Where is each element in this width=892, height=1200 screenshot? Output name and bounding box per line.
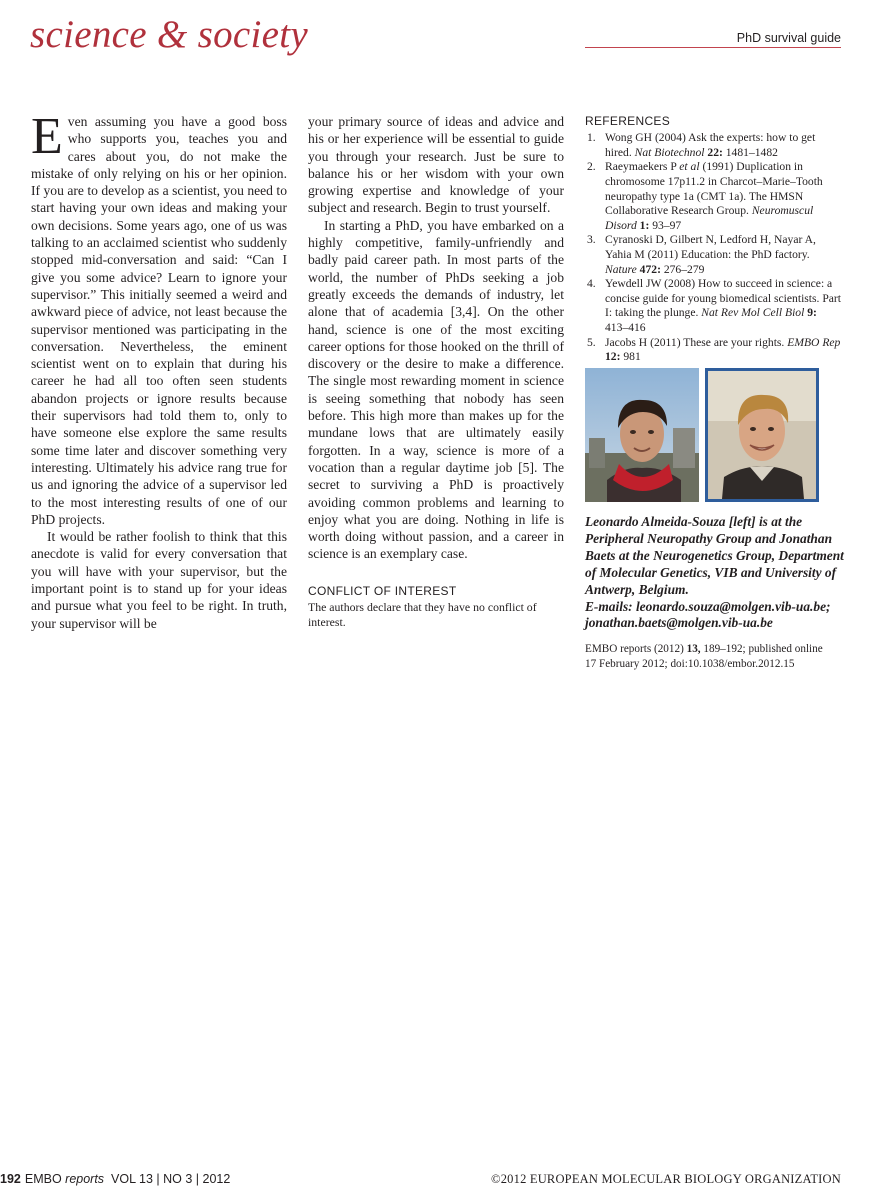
section-title: science & society: [30, 13, 308, 56]
paragraph: In starting a PhD, you have embarked on a highly competitive, family-unfriendly and badly paid career path. In most parts of the world, the number of PhDs seeking a job greatly exceeds the demands of industry, let alone that of academia [3,4]. On the other hand, science is one of the most exciting career options for those hooked on the thrill of discovery or the desire to make a difference. The single most rewarding moment in science is seeing something that nobody has seen before. This high more than makes up for the mundane lows that are ultimately easily forgotten. In a way, science is more of a vocation than a regular daytime job [5]. The secret to surviving a PhD is proactively avoiding common problems and learning to enjoy what you are doing. Nothing in life is worth doing without passion, and a career in science is an exemplary case.: [308, 217, 564, 562]
paragraph: [31, 108, 287, 528]
reference-item: 5. Jacobs H (2011) These are your rights. EMBO Rep 12: 981: [587, 335, 841, 364]
paragraph: your primary source of ideas and advice and his or her experience will be essential to guide you through your research. Just be sure to balance his or her wisdom with your own growing expertise and knowledge of your subject and research. Begin to trust yourself.: [308, 114, 564, 216]
conflict-text: The authors declare that they have no conflict of interest.: [308, 600, 537, 630]
reference-item: 4. Yewdell JW (2008) How to succeed in science: a concise guide for young biomedical scientists. Part I: taking the plunge. Nat Rev Mol Cell Biol 9: 413–416: [587, 277, 842, 335]
page-number: 192: [0, 1172, 21, 1186]
footer-journal-info: 192 EMBO reports VOL 13 | NO 3 | 2012: [0, 1172, 231, 1186]
author-caption: [585, 514, 845, 632]
guide-label: PhD survival guide: [736, 31, 841, 45]
references-section: [585, 113, 841, 365]
article-column-1: [31, 108, 287, 632]
author-affiliations: Leonardo Almeida-Souza [left] is at the Peripheral Neuropathy Group and Jonathan Baets at the Neurogenetics Group, Department of Molecular Genetics, VIB and University of Antwerp, Belgium.: [585, 514, 844, 597]
author-emails: E-mails: leonardo.souza@molgen.vib-ua.be; jonathan.baets@molgen.vib-ua.be: [585, 598, 831, 631]
reference-item: 2. Raeymaekers P et al (1991) Duplication in chromosome 17p11.2 in Charcot–Marie–Tooth neuropathy type 1a (CMT 1a). The HMSN Collaborative Research Group. Neuromuscul Disord 1: 93–97: [587, 160, 823, 232]
issue-info: VOL 13 | NO 3 | 2012: [111, 1172, 231, 1186]
article-citation: EMBO reports (2012) 13, 189–192; published online 17 February 2012; doi:10.1038/embor.2012.15: [585, 643, 823, 670]
drop-cap: E: [31, 108, 63, 165]
author-photos: [585, 368, 841, 503]
header-rule: [585, 47, 841, 48]
citation-journal: EMBO reports: [585, 643, 652, 655]
author-photo-left: [585, 368, 699, 502]
references-list: [585, 131, 841, 365]
references-heading: REFERENCES: [585, 114, 671, 128]
author-photo-right: [705, 368, 819, 502]
copyright: ©2012 EUROPEAN MOLECULAR BIOLOGY ORGANIZATION: [491, 1172, 841, 1186]
conflict-heading: CONFLICT OF INTEREST: [308, 583, 457, 598]
paragraph-text: ven assuming you have a good boss who supports you, teaches you and cares about you, do not make the mistake of only relying on his or her opinion. If you are to develop as a scientist, you need to start having your own ideas and making your own decisions. Some years ago, one of us was talking to an acclaimed scientist who suddenly stopped mid-conversation and said: “Can I give you some advice? Learn to ignore your supervisor.” This initially seemed a weird and awkward piece of advice, not least because the supervisor mentioned was participating in the conversation. Nevertheless, the eminent scientist went on to explain that during his career he had all too often seen students abandon projects or ignore results because their supervisors had told them to, only to have someone else explore the same results some time later and discover something very interesting. Ultimately his advice rang true for us and ignoring the advice of a supervisor led to the most interesting results of one of our PhD projects.: [31, 114, 287, 527]
article-column-2: [308, 113, 564, 630]
reference-item: 1. Wong GH (2004) Ask the experts: how to get hired. Nat Biotechnol 22: 1481–1482: [587, 131, 816, 159]
reference-item: 3. Cyranoski D, Gilbert N, Ledford H, Nayar A, Yahia M (2011) Education: the PhD factory. Nature 472: 276–279: [587, 233, 816, 276]
paragraph: It would be rather foolish to think that this anecdote is valid for every conversation that you will have with your supervisor, but the important point is to stand up for your ideas and pursue what you feel to be right. In truth, your supervisor will be: [31, 529, 287, 631]
citation-doi: 17 February 2012; doi:10.1038/embor.2012.15: [585, 658, 795, 670]
